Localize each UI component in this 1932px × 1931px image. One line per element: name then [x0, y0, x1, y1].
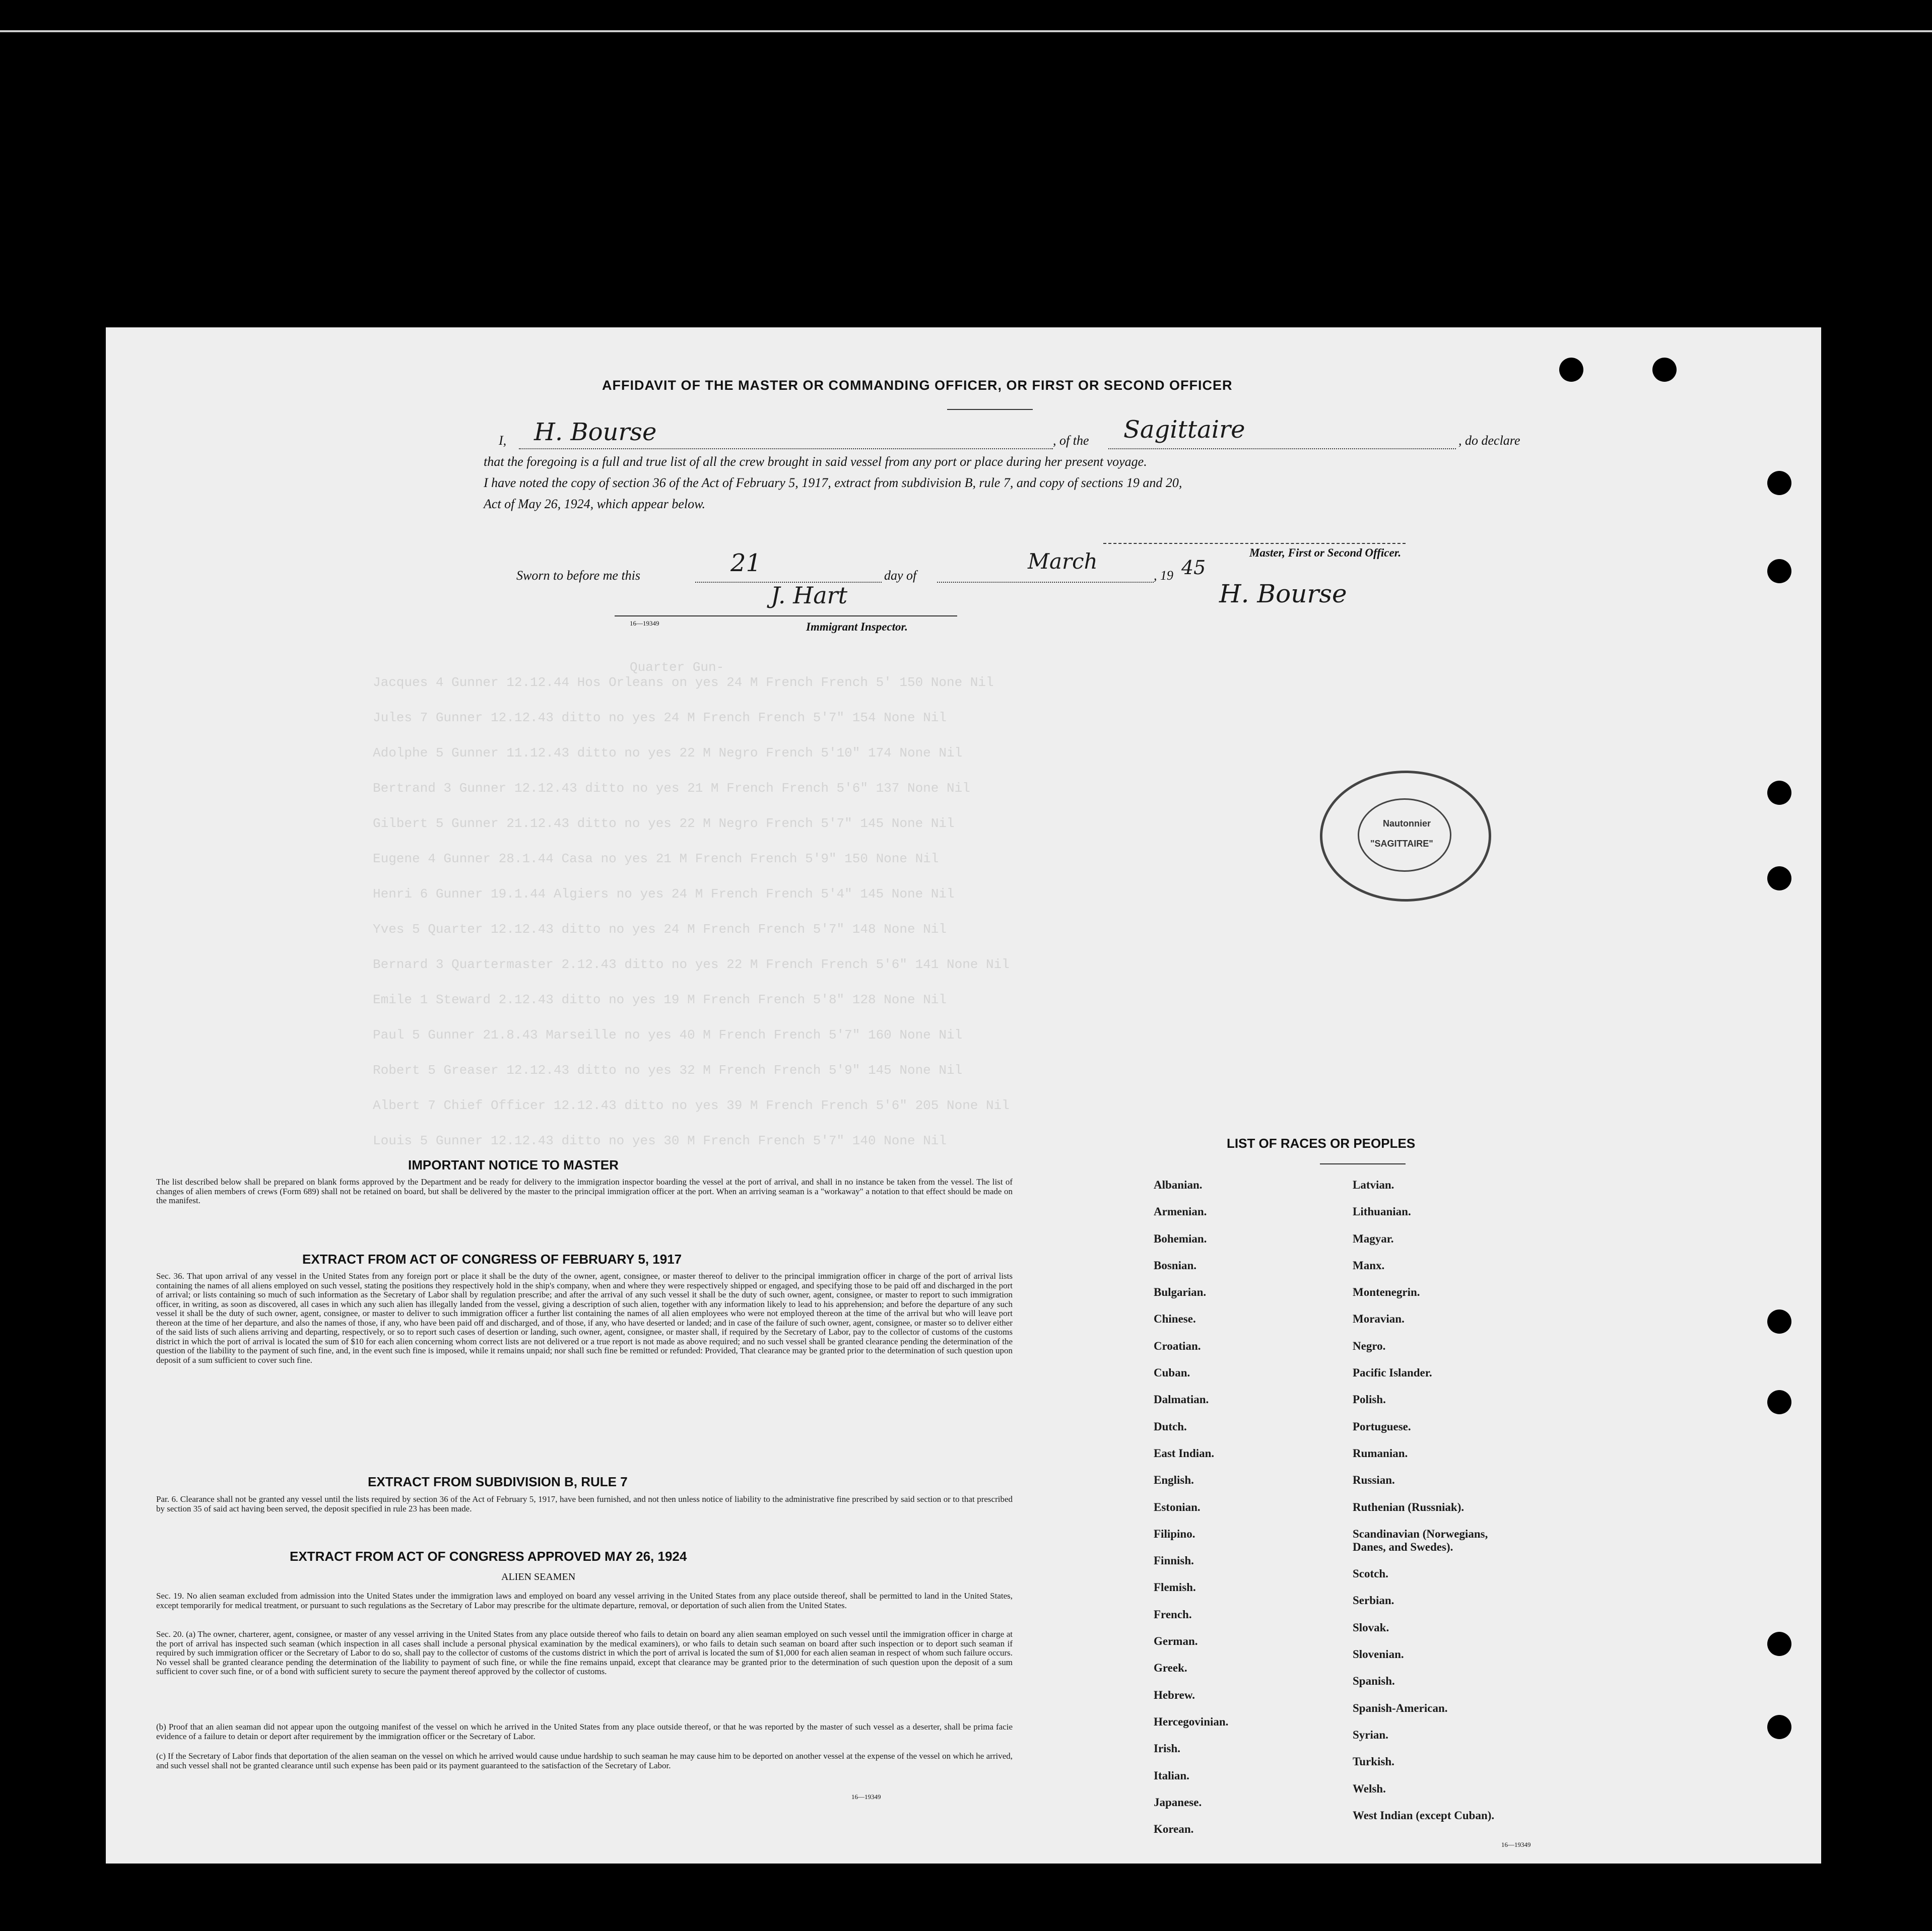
affidavit-line-3: I have noted the copy of section 36 of the Act of February 5, 1917, extract from subdivision B, rule 7, and copy of sections 19 and 20,	[484, 475, 1182, 490]
race-item: Welsh.	[1353, 1782, 1386, 1795]
affidavit-title: AFFIDAVIT OF THE MASTER OR COMMANDING OFFICER, OR FIRST OR SECOND OFFICER	[602, 378, 1233, 393]
race-item: Danes, and Swedes).	[1353, 1540, 1453, 1553]
race-item: West Indian (except Cuban).	[1353, 1809, 1495, 1822]
vessel-name-line	[1108, 448, 1456, 449]
race-item: Polish.	[1353, 1393, 1386, 1406]
punch-hole	[1767, 1390, 1791, 1414]
race-item: Bohemian.	[1154, 1232, 1207, 1245]
race-item: Bulgarian.	[1154, 1286, 1207, 1299]
race-item: German.	[1154, 1635, 1198, 1648]
vessel-name: Sagittaire	[1123, 416, 1245, 444]
master-signature-line	[1103, 543, 1406, 544]
sec20b-text: (b) Proof that an alien seaman did not appear upon the outgoing manifest of the vessel on which he arrived in the United States from any place outside thereof, or that he was reported by the master of such vessel as a deserter, shall be prima facie evidence of a failure to detain or deport after requirement by the immigration officer or the Secretary of Labor.	[156, 1722, 1013, 1741]
punch-hole	[1767, 781, 1791, 805]
master-signature: H. Bourse	[1219, 579, 1347, 608]
race-item: Russian.	[1353, 1474, 1395, 1487]
punch-hole	[1767, 559, 1791, 583]
race-item: Scotch.	[1353, 1567, 1388, 1580]
inspector-signature-line	[615, 615, 957, 616]
race-item: Spanish.	[1353, 1675, 1395, 1688]
extract-form-number: 16—19349	[851, 1793, 881, 1801]
race-item: Lithuanian.	[1353, 1205, 1411, 1218]
sworn-month: March	[1028, 549, 1098, 574]
ship-seal-stamp: Nautonnier "SAGITTAIRE"	[1320, 771, 1491, 902]
race-item: Syrian.	[1353, 1728, 1388, 1741]
punch-hole	[1767, 1309, 1791, 1334]
race-item: Pacific Islander.	[1353, 1366, 1432, 1380]
race-item: Albanian.	[1154, 1179, 1203, 1191]
master-name: H. Bourse	[534, 418, 657, 446]
race-item: Spanish-American.	[1353, 1701, 1448, 1714]
race-item: Magyar.	[1353, 1232, 1394, 1245]
race-item: Korean.	[1154, 1823, 1194, 1836]
race-item: Latvian.	[1353, 1179, 1394, 1191]
extract-1917-title: EXTRACT FROM ACT OF CONGRESS OF FEBRUARY 5, 1917	[302, 1252, 682, 1267]
punch-hole	[1767, 1632, 1791, 1656]
race-item: French.	[1154, 1608, 1192, 1621]
race-item: Dutch.	[1154, 1420, 1187, 1433]
extract-1924-title: EXTRACT FROM ACT OF CONGRESS APPROVED MAY 26, 1924	[290, 1549, 687, 1564]
race-item: Ruthenian (Russniak).	[1353, 1500, 1464, 1513]
race-item: Estonian.	[1154, 1500, 1201, 1513]
race-item: Italian.	[1154, 1769, 1189, 1782]
race-item: Slovak.	[1353, 1621, 1389, 1634]
race-item: English.	[1154, 1474, 1194, 1487]
race-item: Dalmatian.	[1154, 1393, 1209, 1406]
race-item: Japanese.	[1154, 1796, 1202, 1809]
races-title-rule	[1320, 1163, 1406, 1164]
inspector-signature: J. Hart	[771, 582, 848, 609]
race-item: Cuban.	[1154, 1366, 1190, 1380]
race-item: Montenegrin.	[1353, 1286, 1420, 1299]
year-suffix: 45	[1181, 557, 1206, 579]
races-form-number: 16—19349	[1501, 1841, 1531, 1848]
top-border-line	[0, 30, 1932, 32]
sworn-month-line	[937, 582, 1154, 583]
race-item: Hercegovinian.	[1154, 1715, 1229, 1728]
races-left-column	[1154, 1179, 1228, 1849]
sec20c-text: (c) If the Secretary of Labor finds that deportation of the alien seaman on the vessel on which he arrived would cause undue hardship to such seaman he may cause him to be deported on another vessel at the expense of the vessel on which he arrived, and such vessel shall not be granted clearance until such expense has been paid or its payment guaranteed to the satisfaction of the Secretary of Labor.	[156, 1751, 1013, 1770]
race-item: Bosnian.	[1154, 1259, 1197, 1272]
rule7-title: EXTRACT FROM SUBDIVISION B, RULE 7	[368, 1474, 628, 1489]
affidavit-line-2: that the foregoing is a full and true list of all the crew brought in said vessel from any port or place during her present voyage.	[484, 454, 1147, 469]
punch-hole	[1652, 358, 1677, 382]
race-item: Greek.	[1154, 1662, 1187, 1675]
punch-hole	[1767, 471, 1791, 495]
race-item: Slovenian.	[1353, 1648, 1404, 1661]
race-item: Negro.	[1353, 1339, 1386, 1352]
sworn-day: 21	[730, 549, 762, 577]
race-item: Filipino.	[1154, 1527, 1195, 1540]
punch-hole	[1559, 358, 1583, 382]
master-caption: Master, First or Second Officer.	[1249, 546, 1402, 559]
notice-title: IMPORTANT NOTICE TO MASTER	[408, 1157, 619, 1173]
bleed-through-crew-list: Quarter Gun- Jacques 4 Gunner 12.12.44 Hos Orleans on yes 24 M French French 5' 150 None Nil Jules 7 Gunner 12.12.43 ditto no yes 24 M French French 5'7" 154 None Nil Adolphe 5 Gunner 11.12.43 ditto no yes 22 M Negro French 5'10" 174 None Nil Bertrand 3 Gunner 12.12.43 ditto no yes 21 M French French 5'6" 137 None Nil Gilbert 5 Gunner 21.12.43 ditto no yes 22 M Negro French 5'7" 145 None Nil Eugene 4 Gunner 28.1.44 Casa no yes 21 M French French 5'9" 150 None Nil Henri 6 Gunner 19.1.44 Algiers no yes 24 M French French 5'4" 145 None Nil Yves 5 Quarter 12.12.43 ditto no yes 24 M French French 5'7" 148 None Nil Bernard 3 Quartermaster 2.12.43 ditto no yes 22 M French French 5'6" 141 None Nil Emile 1 Steward 2.12.43 ditto no yes 19 M French French 5'8" 128 None Nil Paul 5 Gunner 21.8.43 Marseille no yes 40 M French French 5'7" 160 None Nil Robert 5 Greaser 12.12.43 ditto no yes 32 M French French 5'9" 145 None Nil Albert 7 Chief Officer 12.12.43 ditto no yes 39 M French French 5'6" 205 None Nil Louis 5 Gunner 12.12.43 ditto no yes 30 M French French 5'7" 140 None Nil	[373, 660, 1010, 1148]
title-rule	[947, 409, 1033, 410]
extract-1917-body: Sec. 36. That upon arrival of any vessel in the United States from any foreign port or place it shall be the duty of the owner, agent, consignee, or master thereof to deliver to the principal immigration officer in charge of the port of arrival lists containing the names of all aliens employed on such vessel, stating the positions they respectively hold in the ship's company, when and where they were respectively shipped or engaged, and specifying those to be paid off and discharged in the port of arrival; or lists containing so much of such information as the Secretary of Labor shall by regulation prescribe; and after the arrival of any such vessel it shall be the duty of such owner, agent, consignee, or master to report to such immigration officer, in writing, as soon as discovered, all cases in which any such alien has illegally landed from the vessel, giving a description of such alien, together with any information likely to lead to his apprehension; and before the departure of any such vessel it shall be the duty of such owner, agent, consignee, or master to deliver to such immigration officer a further list containing the names of all alien employees who were not employed thereon at the time of the arrival but who will leave port thereon at the time of her departure, and also the names of those, if any, who have been paid off and discharged, and of those, if any, who have deserted or landed; and in case of the failure of such owner, agent, consignee, or master so to deliver either of the said lists of such aliens arriving and departing, respectively, or so to report such cases of desertion or landing, such owner, agent, consignee, or master shall, if required by the Secretary of Labor, pay to the collector of customs of the customs district in which the port of arrival is located the sum of $10 for each alien concerning whom correct lists are not delivered or a true report is not made as above required; and no such vessel shall be granted clearance pending the determination of the question of the liability to the payment of such fine, and, in the event such fine is imposed, while it remains unpaid; nor shall such fine be remitted or refunded: Provided, That clearance may be granted prior to the determination of such question upon deposit of a sum sufficient to cover such fine.	[156, 1271, 1013, 1365]
inspector-caption: Immigrant Inspector.	[806, 620, 908, 633]
punch-hole	[1767, 1715, 1791, 1739]
sworn-label: Sworn to before me this	[516, 568, 641, 583]
manifest-page	[106, 327, 1821, 1864]
race-item: Armenian.	[1154, 1205, 1207, 1218]
race-item: Irish.	[1154, 1742, 1181, 1755]
do-declare-label: , do declare	[1458, 433, 1520, 448]
race-item: Hebrew.	[1154, 1688, 1195, 1701]
race-item: Manx.	[1353, 1259, 1385, 1272]
races-right-column	[1353, 1179, 1494, 1836]
notice-body: The list described below shall be prepared on blank forms approved by the Department and be ready for delivery to the immigration inspector boarding the vessel at the port of arrival, and shall in no instance be taken from the vessel. The list of changes of alien members of crews (Form 689) shall not be retained on board, but shall be delivered by the master to the principal immigration officer at the port. When an arriving seaman is a "workaway" a notation to that effect should be made on the manifest.	[156, 1177, 1013, 1205]
race-item: Portuguese.	[1353, 1420, 1411, 1433]
race-item: Scandinavian (Norwegians,	[1353, 1527, 1488, 1540]
affidavit-form-number: 16—19349	[630, 619, 659, 627]
race-item: East Indian.	[1154, 1446, 1215, 1460]
of-the-label: , of the	[1053, 433, 1089, 448]
race-item: Finnish.	[1154, 1554, 1194, 1567]
race-item: Turkish.	[1353, 1755, 1394, 1768]
extract-1924-subtitle: ALIEN SEAMEN	[501, 1571, 576, 1582]
rule7-body: Par. 6. Clearance shall not be granted any vessel until the lists required by section 36 of the Act of February 5, 1917, have been furnished, and not then unless notice of liability to the administrative fine prescribed by said section or to that prescribed by section 35 of said act having been served, the deposit specified in rule 23 has been made.	[156, 1494, 1013, 1513]
race-item: Flemish.	[1154, 1581, 1196, 1594]
race-item: Chinese.	[1154, 1313, 1196, 1326]
day-of-label: day of	[884, 568, 917, 583]
master-name-line	[519, 448, 1053, 449]
i-label: I,	[499, 433, 507, 448]
race-item: Rumanian.	[1353, 1446, 1408, 1460]
punch-hole	[1767, 866, 1791, 890]
sec19-text: Sec. 19. No alien seaman excluded from admission into the United States under the immigration laws and employed on board any vessel arriving in the United States from any place outside thereof, shall be permitted to land in the United States, except temporarily for medical treatment, or pursuant to such regulations as the Secretary of Labor may prescribe for the ultimate departure, removal, or deportation of such alien from the United States.	[156, 1591, 1013, 1610]
affidavit-line-4: Act of May 26, 1924, which appear below.	[484, 497, 706, 511]
race-item: Moravian.	[1353, 1313, 1405, 1326]
sec20a-text: Sec. 20. (a) The owner, charterer, agent, consignee, or master of any vessel arriving in the United States from any place outside thereof who fails to detain on board any alien seaman employed on such vessel until the immigration officer in charge at the port of arrival has inspected such seaman (which inspection in all cases shall include a personal physical examination by the medical examiners), or who fails to detain such seaman on board after such inspection or to deport such seaman if required by such immigration officer or the Secretary of Labor to do so, shall pay to the collector of customs of the customs district in which the port of arrival is located the sum of $1,000 for each alien seaman in respect of whom such failure occurs. No vessel shall be granted clearance pending the determination of the liability to payment of such fine, or while the fine remains unpaid, except that clearance may be granted prior to the determination of such question upon the deposit of a sum sufficient to cover such fine, or of a bond with sufficient surety to secure the payment thereof approved by the collector of customs.	[156, 1629, 1013, 1676]
race-item: Serbian.	[1353, 1594, 1394, 1607]
year-prefix: , 19	[1154, 568, 1173, 583]
race-item: Croatian.	[1154, 1339, 1201, 1352]
races-title: LIST OF RACES OR PEOPLES	[1227, 1136, 1416, 1151]
